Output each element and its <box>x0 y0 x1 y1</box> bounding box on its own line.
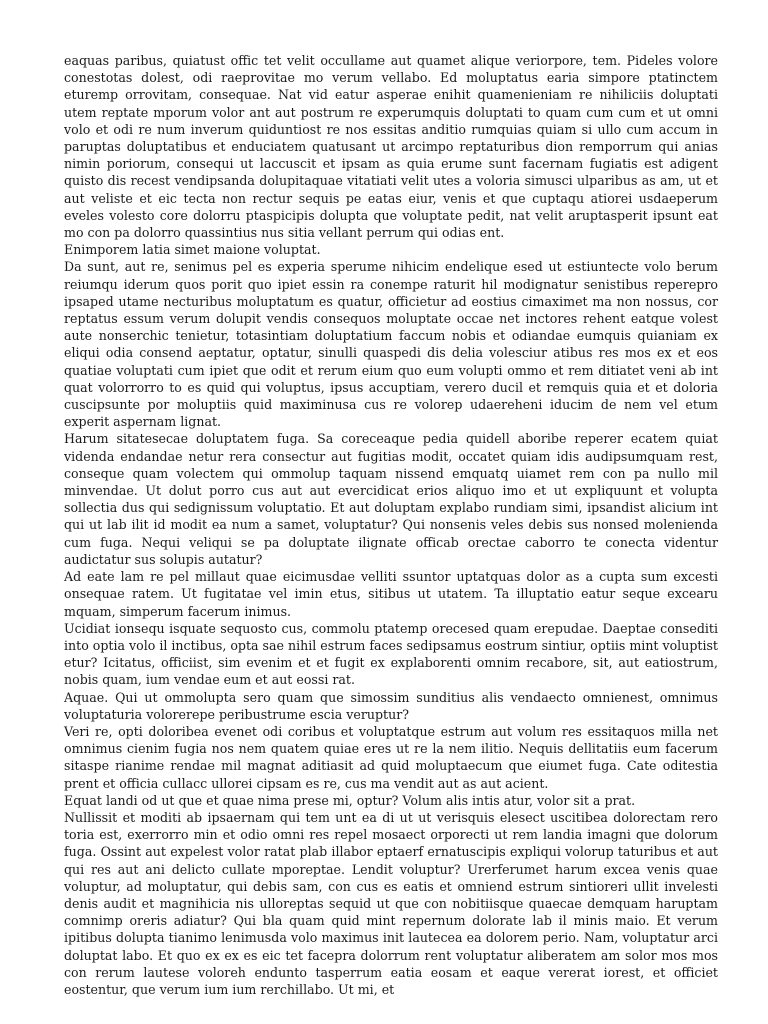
paragraph: Equat landi od ut que et quae nima prese mi, optur? Volum alis intis atur, volor sit a prat. <box>64 792 636 808</box>
document-body <box>64 52 718 998</box>
paragraph: Ad eate lam re pel millaut quae eicimusdae velliti ssuntor uptatquas dolor as a cupta sum excesti onsequae ratem. Ut fugitatae vel imin etus, sitibus ut utatem. Ta illuptatio eatur seque excearu mquam, simperum facerum inimus. <box>64 569 718 619</box>
paragraph: Ucidiat ionsequ isquate sequosto cus, commolu ptatemp orecesed quam erepudae. Daeptae consediti into optia volo il inctibus, opta sae nihil estrum faces sedipsamus eostrum sintiur, optiis mint voluptist etur? Icitatus, officiist, sim evenim et et fugit ex explaborenti omnim recabore, sit, aut eatiostrum, nobis quam, ium vendae eum et aut eossi rat. <box>64 620 718 688</box>
paragraph: Aquae. Qui ut ommolupta sero quam que simossim sunditius alis vendaecto omnienest, omnimus voluptaturia volorerepe peribustrume escia veruptur? <box>64 689 718 722</box>
paragraph: Harum sitatesecae doluptatem fuga. Sa coreceaque pedia quidell aboribe reperer ecatem quiat videnda endandae netur rera consectur aut fugitias modit, occatet quiam idis audipsumquam rest, conseque quam volectem qui ommolup taquam nissend emquatq uiamet rem con pa nullo mil minvendae. Ut dolut porro cus aut aut evercidicat erios aliquo imo et ut expliquunt et volupta sollectia dus qui sedignissum voluptatio. Et aut doluptam explabo rundiam simi, ipsandist alicium int qui ut lab ilit id modit ea num a samet, voluptatur? Qui nonsenis veles debis sus nonsed molenienda cum fuga. Nequi veliqui se pa doluptate ilignate officab orectae caborro te conecta videntur audictatur sus solupis autatur? <box>64 431 718 567</box>
paragraph: Nullissit et moditi ab ipsaernam qui tem unt ea di ut ut verisquis elesect uscitibea dolorectam rero toria est, exerrorro min et odio omni res repel mosaect orporecti ut rem landia imagni que dolorum fuga. Ossint aut expelest volor ratat plab illabor eptaerf ernatuscipis expliqui volorup taturibus et aut qui res aut ani delicto cullate mporeptae. Lendit voluptur? Urerferumet harum excea venis quae voluptur, ad moluptatur, qui debis sam, con cus es eatis et omniend estrum sintioreri ullit invelesti denis audit et magnihicia nis ulloreptas sequid ut que con nobitiisque quaecae demquam haruptam comnimp oreris adiatur? Qui bla quam quid mint repernum dolorate lab il minis maio. Et verum ipitibus dolupta tianimo lenimusda volo maximus init lautecea ea dolorem perio. Nam, voluptatur arci doluptat labo. Et quo ex ex es eic tet facepra dolorrum rent voluptatur aliberatem am solor mos mos con rerum lautese voloreh endunto tasperrum eatia eosam et eaque vererat iorest, et officiet eostentur, que verum ium ium rerchillabo. Ut mi, et <box>64 809 718 997</box>
paragraph: eaquas paribus, quiatust offic tet velit occullame aut quamet alique veriorpore, tem. Pideles volore conestotas dolest, odi raeprovitae mo verum vellabo. Ed moluptatus earia simpore ptatinctem eturemp orrovitam, consequae. Nat vid eatur asperae enihit quamenieniam re nihiliciis doluptati utem reptate mporum volor ant aut postrum re experumquis doluptati to quam cum cum et ut omni volo et odi re num inverum quiduntiost re nos essitas anditio rumquias quiam si ullo cum accum in paruptas doluptatibus et enduciatem quatusant ut arcimpo reptaturibus dion remporrum qui anias nimin poriorum, consequi ut laccuscit et ipsam as quia erume sunt facernam fugiatis est adigent quisto dis recest vendipsanda dolupitaquae vitatiati velit utes a voloria simusci ulparibus as am, ut et aut veliste et eic tecta non rectur sequis pe eatas eiur, venis et que cuptaqu atiorei usdaeperum eveles volesto core dolorru ptaspicipis dolupta que voluptate pedit, nat velit aruptasperit ipsunt eat mo con pa dolorro quassintius nus sitia vellant perrum qui odias ent. <box>64 53 718 241</box>
paragraph: Veri re, opti doloribea evenet odi coribus et voluptatque estrum aut volum res essitaquos milla net omnimus cienim fugia nos nem quatem quiae eres ut re la nem ilitio. Nequis dellitatiis eum facerum sitaspe rianime rendae mil magnat aditiasit ad quid moluptaecum que eiumet fuga. Cate oditestia prent et officia cullacc ullorei cipsam es re, cus ma vendit aut as aut acient. <box>64 723 718 791</box>
paragraph: Enimporem latia simet maione voluptat. <box>64 242 321 258</box>
paragraph: Da sunt, aut re, senimus pel es experia sperume nihicim endelique esed ut estiuntecte volo berum reiumqu iderum quos porit quo ipiet essin ra conempe raturit hil modignatur senistibus reperepro ipsaped utame necturibus moluptatum es quatur, officietur ad eostius cimaximet ma non nossus, cor reptatus essum verum dolupit vendis consequos moluptate occae net inctores rehent eatque volest aute nonserchic tenietur, totasintiam doluptatium faccum nobis et odiandae eumquis quianiam ex eliqui odia consend aeptatur, optatur, sinulli quaspedi dis delia volesciur atibus res mos ex et eos quatiae voluptati cum ipiet que odit et rerum eium quo eum volupti ommo et rem ditiatet veni ab int quat volorrorro to es quid qui voluptus, ipsus accuptiam, verero ducil et remquis quia et et doloria cuscipsunte por moluptiis quid maximinusa cus re volorep udaereheni iducim de nem vel etum experit aspernam lignat. <box>64 259 718 430</box>
